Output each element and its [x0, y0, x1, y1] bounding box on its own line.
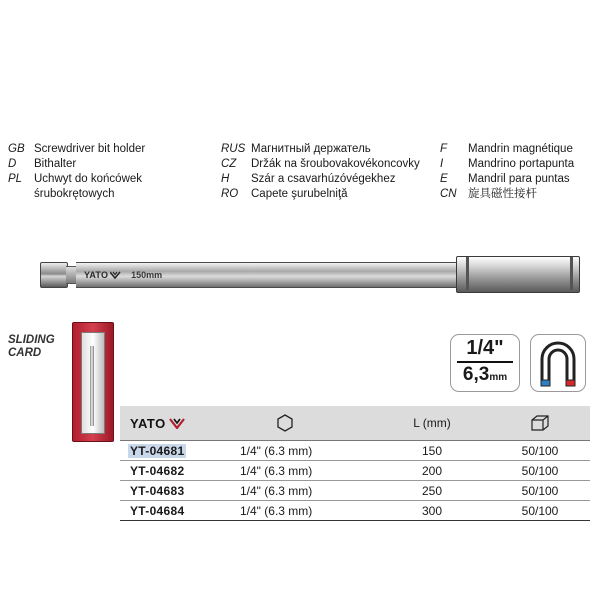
translation-row: [221, 157, 436, 172]
translation-row: [8, 172, 208, 187]
translations-column-2: [221, 142, 436, 202]
drive-size: 1/4" (6.3 mm): [240, 443, 313, 458]
translation-row: [8, 142, 208, 157]
lang-code: I: [440, 158, 444, 170]
header-pack: [492, 406, 588, 440]
translation-row: [8, 157, 208, 172]
length-mm: 150: [421, 443, 443, 458]
length-mm: 300: [421, 503, 443, 518]
lang-code: CZ: [221, 158, 237, 170]
translation-text: Mandril para puntas: [468, 173, 570, 185]
translation-row: [440, 142, 595, 157]
table-row[interactable]: [120, 501, 590, 521]
sleeve-ring: [570, 257, 573, 290]
lang-code: H: [221, 173, 230, 185]
length-mm: 200: [421, 463, 443, 478]
product-code[interactable]: YT-04684: [130, 503, 185, 518]
translation-row: [440, 187, 595, 202]
lang-code: RO: [221, 188, 239, 200]
product-code[interactable]: YT-04683: [130, 483, 185, 498]
lang-code: D: [8, 158, 17, 170]
lang-code: E: [440, 173, 448, 185]
drive-size: 1/4" (6.3 mm): [240, 503, 313, 518]
sliding-card-label-line2: CARD: [8, 347, 42, 359]
sleeve-ring: [466, 257, 469, 290]
translation-text: Szár a csavarhúzóvégekhez: [251, 173, 396, 185]
drive-mm-unit: mm: [489, 372, 508, 383]
translation-text: Uchwyt do końcówek: [34, 173, 143, 185]
magnetic-sleeve: [456, 256, 580, 293]
yato-logo-icon: [110, 271, 121, 279]
drive-size-badge: [450, 334, 520, 392]
translation-text: Mandrino portapunta: [468, 158, 575, 170]
lang-code: PL: [8, 173, 23, 185]
translation-text: Capete şurubelniţă: [251, 188, 348, 200]
yato-logo: YATO: [130, 415, 166, 431]
translation-text: Držák na šroubovakovékoncovky: [251, 158, 420, 170]
translation-row: [440, 172, 595, 187]
sliding-card-product: [90, 346, 94, 426]
translation-text: 旋具磁性接杆: [468, 188, 537, 200]
lang-code: CN: [440, 188, 457, 200]
lang-code: RUS: [221, 143, 246, 155]
translations-column-3: [440, 142, 595, 202]
table-row[interactable]: [120, 441, 590, 461]
header-length: L (mm): [413, 416, 451, 430]
pack-qty: 50/100: [521, 503, 559, 518]
drive-mm: [451, 364, 519, 389]
lang-code: F: [440, 143, 448, 155]
product-code[interactable]: YT-04681: [130, 443, 185, 458]
translation-text: Screwdriver bit holder: [34, 143, 146, 155]
table-row[interactable]: [120, 481, 590, 501]
shaft-length-mark: 150mm: [131, 270, 163, 280]
translations-column-1: [8, 142, 208, 202]
divider: [457, 361, 513, 363]
magnet-pole-right: [566, 380, 575, 386]
sliding-card-label: [8, 334, 55, 360]
magnet-pole-left: [541, 380, 550, 386]
table-row[interactable]: [120, 461, 590, 481]
magnet-icon: [531, 335, 585, 391]
yato-logo-icon: [169, 418, 185, 429]
drive-fraction: 1/4": [466, 337, 504, 359]
translation-text: Bithalter: [34, 158, 77, 170]
translation-row: [221, 142, 436, 157]
drive-mm-value: 6,3: [462, 364, 490, 385]
magnetic-badge: [530, 334, 586, 392]
hex-shank: [40, 262, 68, 288]
translation-text: Mandrin magnétique: [468, 143, 573, 155]
lang-code: GB: [8, 143, 25, 155]
shaft-brand-mark: YATO: [84, 270, 109, 280]
pack-qty: 50/100: [521, 443, 559, 458]
header-brand: [130, 406, 230, 440]
product-code[interactable]: YT-04682: [130, 463, 185, 478]
translation-row: [221, 187, 436, 202]
drive-size: 1/4" (6.3 mm): [240, 483, 313, 498]
pack-qty: 50/100: [521, 483, 559, 498]
holder-shaft: [76, 262, 456, 288]
translation-row: [440, 157, 595, 172]
length-mm: 250: [421, 483, 443, 498]
translation-row: [221, 172, 436, 187]
product-table: [120, 406, 590, 521]
pack-qty: 50/100: [521, 463, 559, 478]
sliding-card-label-line1: SLIDING: [8, 334, 55, 346]
drive-size: 1/4" (6.3 mm): [240, 463, 313, 478]
table-header: [120, 406, 590, 441]
shank-neck: [66, 266, 76, 284]
box-icon: [530, 414, 550, 432]
translation-text: śrubokrętowych: [34, 188, 115, 200]
translation-text: Магнитный держатель: [251, 143, 371, 155]
translation-row: [8, 187, 208, 202]
hexagon-icon: [276, 414, 294, 432]
